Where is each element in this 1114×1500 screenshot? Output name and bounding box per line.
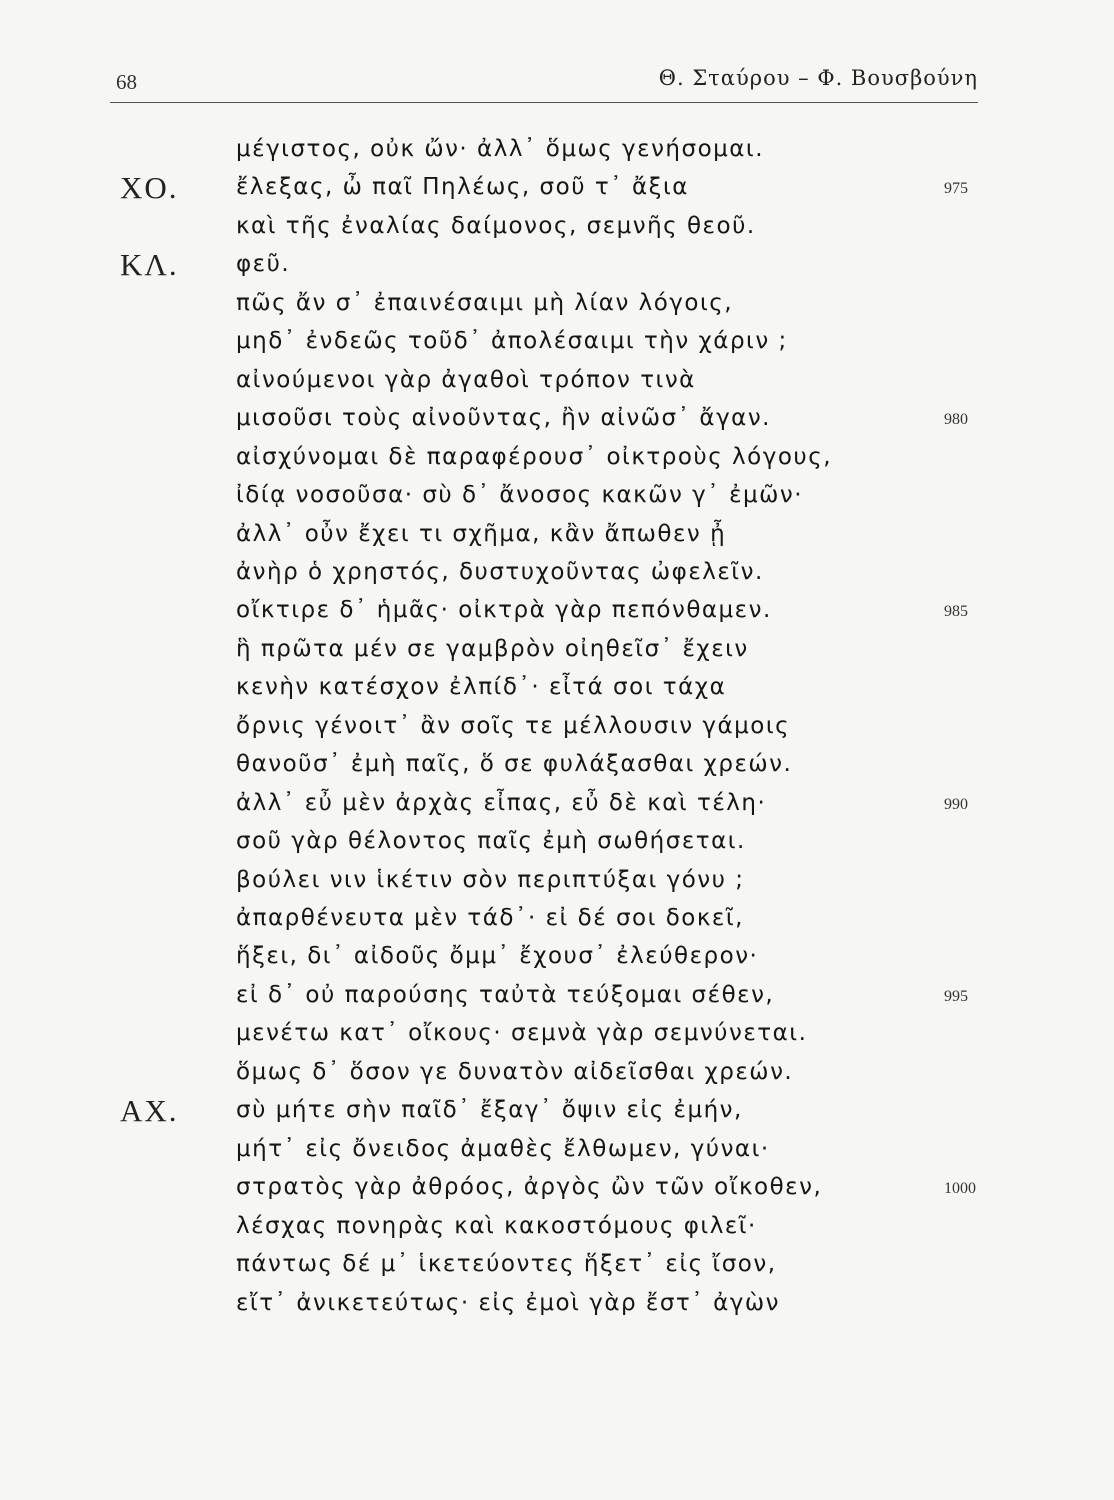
verse-line [0,290,1114,330]
verse-line [0,367,1114,407]
verse-line [0,521,1114,561]
verse-text: ἰδίᾳ νοσοῦσα· σὺ δ᾽ ἄνοσος κακῶν γ᾽ ἐμῶν· [236,482,804,509]
verse-line [0,597,1114,637]
verse-line [0,1251,1114,1291]
verse-line [0,405,1114,445]
verse-line [0,482,1114,522]
verse-text: μηδ᾽ ἐνδεῶς τοῦδ᾽ ἀπολέσαιμι τὴν χάριν ; [236,328,788,355]
verse-text: ἀλλ᾽ οὖν ἔχει τι σχῆμα, κἂν ἄπωθεν ᾖ [236,520,727,547]
line-number: 990 [944,795,968,813]
verse-line [0,636,1114,676]
verse-line [0,1093,1114,1137]
verse-text: ἀπαρθένευτα μὲν τάδ᾽· εἰ δέ σοι δοκεῖ, [236,905,744,931]
verse-line [0,674,1114,714]
verse-line [0,943,1114,983]
page-number: 68 [116,70,137,94]
verse-line [0,1213,1114,1253]
verse-line [0,905,1114,945]
verse-line [0,1174,1114,1214]
verse-text: καὶ τῆς ἐναλίας δαίμονος, σεμνῆς θεοῦ. [236,212,756,239]
verse-text: στρατὸς γὰρ ἀθρόος, ἀργὸς ὢν τῶν οἴκοθεν, [236,1174,823,1201]
speaker-label: ΧΟ. [120,170,179,206]
verse-line [0,247,1114,291]
verse-text: σοῦ γὰρ θέλοντος παῖς ἐμὴ σωθήσεται. [236,828,746,855]
verse-line [0,713,1114,753]
speaker-label: ΚΛ. [120,247,179,283]
speaker-label: ΑΧ. [120,1093,179,1129]
verse-text: λέσχας πονηρὰς καὶ κακοστόμους φιλεῖ· [236,1212,757,1239]
verse-text: μισοῦσι τοὺς αἰνοῦντας, ἢν αἰνῶσ᾽ ἄγαν. [236,405,771,432]
page-header [110,60,978,103]
verse-text: ὄρνις γένοιτ᾽ ἂν σοῖς τε μέλλουσιν γάμοις [236,712,791,739]
verse-text: οἴκτιρε δ᾽ ἡμᾶς· οἰκτρὰ γὰρ πεπόνθαμεν. [236,597,772,624]
verse-text: ἀνὴρ ὁ χρηστός, δυστυχοῦντας ὠφελεῖν. [236,558,764,585]
verse-text: ἔλεξας, ὦ παῖ Πηλέως, σοῦ τ᾽ ἄξια [236,174,689,201]
verse-text: μέγιστος, οὐκ ὤν· ἀλλ᾽ ὅμως γενήσομαι. [236,136,765,162]
verse-text: εἰ δ᾽ οὐ παρούσης ταὐτὰ τεύξομαι σέθεν, [236,981,775,1008]
verse-line [0,751,1114,791]
verse-text: πῶς ἄν σ᾽ ἐπαινέσαιμι μὴ λίαν λόγοις, [236,289,734,316]
verse-text: σὺ μήτε σὴν παῖδ᾽ ἔξαγ᾽ ὄψιν εἰς ἐμήν, [236,1097,743,1124]
verse-line [0,444,1114,484]
verse-line [0,1020,1114,1060]
verse-text: θανοῦσ᾽ ἐμὴ παῖς, ὅ σε φυλάξασθαι χρεών. [236,751,793,778]
verse-text: εἴτ᾽ ἀνικετεύτως· εἰς ἐμοὶ γὰρ ἔστ᾽ ἀγὼν [236,1289,780,1316]
line-number: 980 [944,411,968,429]
verse-text: ἀλλ᾽ εὖ μὲν ἀρχὰς εἶπας, εὖ δὲ καὶ τέλη· [236,789,767,816]
line-number: 975 [944,180,968,198]
verse-text: μενέτω κατ᾽ οἴκους· σεμνὰ γὰρ σεμνύνεται. [236,1020,808,1047]
line-number: 985 [944,603,968,621]
verse-line [0,1290,1114,1330]
verse-line [0,328,1114,368]
verse-line [0,790,1114,830]
verse-line [0,867,1114,907]
verse-text: μήτ᾽ εἰς ὄνειδος ἀμαθὲς ἔλθωμεν, γύναι· [236,1135,770,1162]
verse-line [0,170,1114,214]
verse-line [0,1136,1114,1176]
verse-line [0,982,1114,1022]
verse-text: βούλει νιν ἱκέτιν σὸν περιπτύξαι γόνυ ; [236,866,745,893]
verse-text: ἣ πρῶτα μέν σε γαμβρὸν οἰηθεῖσ᾽ ἔχειν [236,635,749,662]
verse-line [0,828,1114,868]
line-number: 995 [944,987,968,1005]
verse-text: φεῦ. [236,251,291,278]
verse-text: ἥξει, δι᾽ αἰδοῦς ὄμμ᾽ ἔχουσ᾽ ἐλεύθερον· [236,943,759,970]
verse-text: αἰσχύνομαι δὲ παραφέρουσ᾽ οἰκτροὺς λόγους, [236,443,833,470]
line-number: 1000 [944,1180,976,1198]
verse-text: αἰνούμενοι γὰρ ἀγαθοὶ τρόπον τινὰ [236,366,696,393]
running-head: Θ. Σταύρου – Φ. Βουσβούνη [658,66,978,90]
verse-line [0,559,1114,599]
verse-text: πάντως δέ μ᾽ ἱκετεύοντες ἥξετ᾽ εἰς ἴσον, [236,1251,777,1278]
verse-text: κενὴν κατέσχον ἐλπίδ᾽· εἶτά σοι τάχα [236,674,727,701]
verse-text: ὅμως δ᾽ ὅσον γε δυνατὸν αἰδεῖσθαι χρεών. [236,1058,794,1085]
